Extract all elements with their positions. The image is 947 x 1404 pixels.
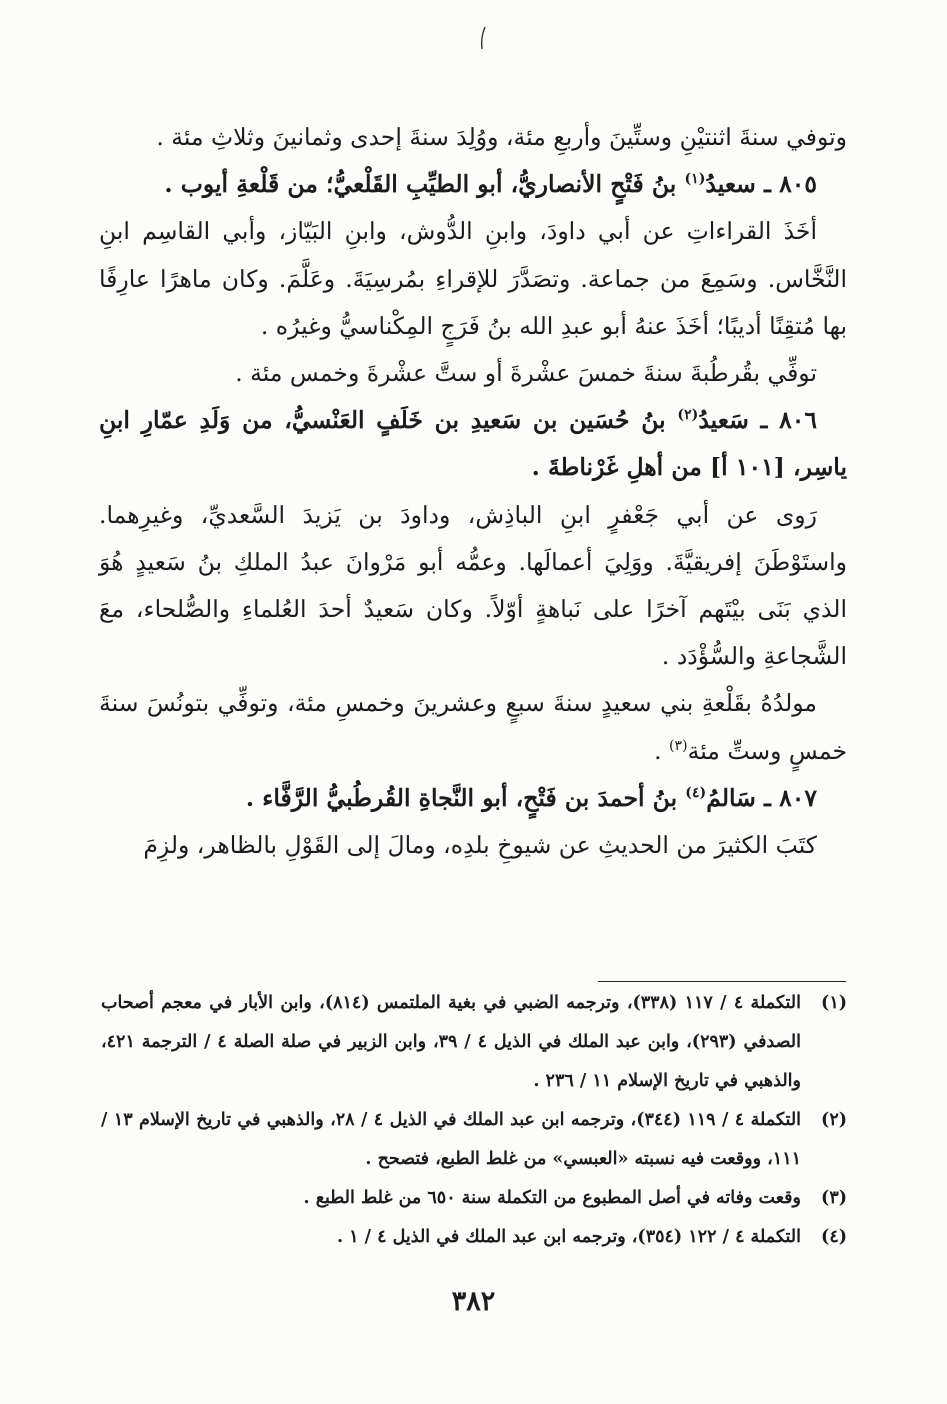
- footnote-text: وقعت وفاته في أصل المطبوع من التكملة سنة ٦٥٠ من غلط الطبع .: [303, 1188, 801, 1208]
- entry-805-paragraph-1: أخَذَ القراءاتِ عن أبي داودَ، وابنِ الدُّوش، وابنِ البَيّاز، وأبي القاسِم ابنِ النَّخَّاس. وسَمِعَ من جماعة. وتصَدَّرَ للإقراءِ بمُرسِيَةَ. وعَلَّمَ. وكان ماهرًا عارِفًا بها مُتقِنًا أديبًا؛ أخَذَ عنهُ أبو عبدِ الله بنُ فَرَجٍ المِكْناسيُّ وغيرُه .: [99, 217, 847, 340]
- entry-807-paragraph-1: كتَبَ الكثيرَ من الحديثِ عن شيوخِ بلدِه، ومالَ إلى القَوْلِ بالظاهر، ولزِمَ: [143, 831, 817, 860]
- footnote-text: التكملة ٤ / ١١٧ (٣٣٨)، وترجمه الضبي في بغية الملتمس (٨١٤)، وابن الأبار في معجم أصحاب الصدفي (٢٩٣)، وابن عبد الملك في الذيل ٤ / ٣٩، وابن الزبير في صلة الصلة ٤ / الترجمة ٤٢١، والذهبي في تاريخ الإسلام ١١ / ٢٣٦ .: [101, 993, 801, 1091]
- footnote-ref-3: (٣): [669, 737, 688, 754]
- main-text: [99, 114, 847, 869]
- footnotes: [101, 984, 847, 1257]
- footnote-number: (٣): [821, 1188, 847, 1208]
- ink-mark: [478, 26, 488, 50]
- footnote-2: [101, 1101, 847, 1179]
- footnote-number: (٢): [821, 1110, 847, 1130]
- entry-807-name: ٨٠٧ ـ سَالمُ: [706, 783, 817, 812]
- entry-806-paragraph-2: مولدُهُ بقَلْعةِ بني سعيدٍ سنةَ سبعٍ وعشرينَ وخمسِ مئة، وتوفِّي بتونُسَ سنةَ خمسٍ وستِّ مئة$^{(٣)}$ .: [99, 689, 847, 765]
- footnote-text: التكملة ٤ / ١٢٢ (٣٥٤)، وترجمه ابن عبد الملك في الذيل ٤ / ١ .: [336, 1227, 801, 1247]
- entry-806-lineage: بنُ حُسَين بن سَعيدِ بن خَلَفٍ العَنْسيُّ، من وَلَدِ عمّارِ ابنِ ياسِر، [١٠١ أ] من أهلِ غَرْناطةَ .: [99, 406, 847, 482]
- page-number: ٣٨٢: [451, 1286, 496, 1317]
- entry-805-heading: [99, 161, 847, 208]
- paragraph-previous-entry-end: وتوفي سنةَ اثنتيْنِ وستِّينَ وأربعِ مئة، ووُلِدَ سنةَ إحدى وثمانينَ وثلاثِ مئة .: [156, 123, 847, 151]
- entry-806-paragraph-1: رَوى عن أبي جَعْفرٍ ابنِ الباذِش، وداودَ بن يَزيدَ السَّعديِّ، وغيرِهما. واستَوْطَنَ إفريقيَّةَ. ووَلِيَ أعمالَها. وعمُّه أبو مَرْوانَ عبدُ الملكِ بنُ سَعيدٍ هُوَ الذي بَنَى بيْتَهم آخرًا على نَباهةٍ أوّلاً. وكان سَعيدٌ أحدَ العُلماءِ والصُّلحاء، معَ الشَّجاعةِ والسُّؤْدَد .: [99, 500, 847, 671]
- footnote-ref-4: (٤): [685, 785, 707, 802]
- entry-807-lineage: بنُ أحمدَ بن فَتْحٍ، أبو النَّجاةِ القُرطُبيُّ الرَّفَّاء .: [245, 783, 686, 812]
- entry-807-heading: [99, 775, 847, 822]
- footnote-ref-1: (١): [684, 171, 706, 188]
- footnote-number: (١): [821, 993, 847, 1013]
- entry-806-name: ٨٠٦ ـ سَعيدُ: [698, 406, 817, 435]
- footnote-ref-2: (٢): [677, 407, 699, 424]
- entry-805-name: ٨٠٥ ـ سعيدُ: [705, 170, 817, 199]
- footnote-number: (٤): [821, 1227, 847, 1247]
- footnote-4: [101, 1218, 847, 1257]
- footnote-text: التكملة ٤ / ١١٩ (٣٤٤)، وترجمه ابن عبد الملك في الذيل ٤ / ٢٨، والذهبي في تاريخ الإسلام ١٣ / ١١١، ووقعت فيه نسبته «العبسي» من غلط الطبع، فتصحح .: [101, 1110, 802, 1169]
- entry-805-paragraph-2: توفِّي بقُرطُبةَ سنةَ خمسَ عشْرةَ أو ستَّ عشْرةَ وخمس مئة .: [235, 359, 817, 388]
- footnote-1: [101, 984, 847, 1101]
- footnote-3: [101, 1179, 847, 1218]
- entry-805-lineage: بنُ فَتْحٍ الأنصاريُّ، أبو الطيِّبِ القَلْعيُّ؛ من قَلْعةِ أيوب .: [164, 170, 685, 199]
- entry-806-heading: [99, 397, 847, 491]
- footnote-separator: [598, 981, 846, 982]
